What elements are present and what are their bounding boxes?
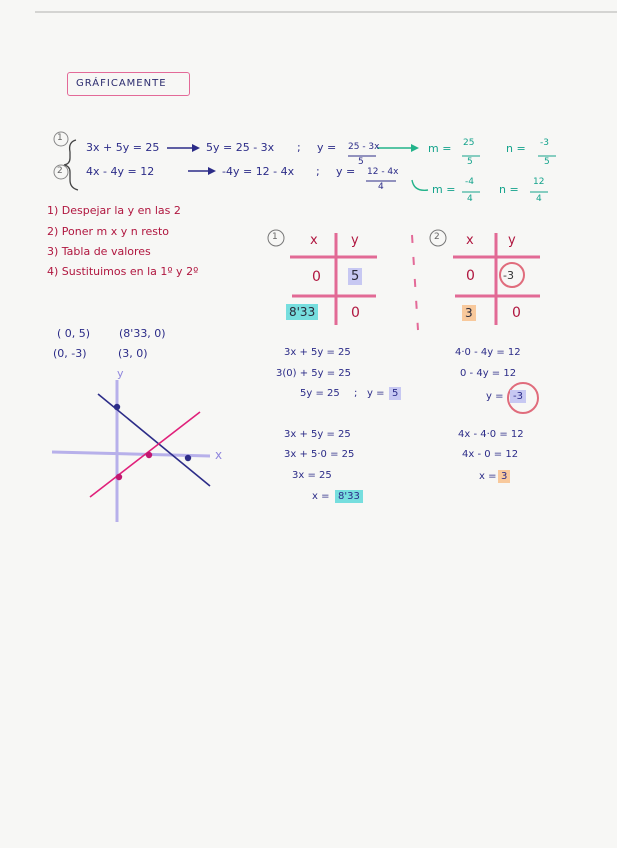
calc1-line-3: 5y = 25 (300, 388, 340, 399)
system-brace (64, 140, 78, 190)
table1-r2-x-value: 8'33 (286, 304, 318, 320)
eq1-y: y = (317, 141, 337, 154)
calc2-line-3: y = (486, 391, 504, 402)
eq1-sep: ; (297, 141, 301, 154)
table2-head-x: x (466, 233, 474, 248)
eq2-text: 4x - 4y = 12 (86, 165, 155, 178)
calc2-line-3-val (510, 392, 526, 402)
table1-r2-y: 0 (351, 305, 360, 321)
eq2-m-num: -4 (465, 177, 474, 187)
graph-point-0-5 (114, 404, 120, 410)
point-1: ( 0, 5) (57, 327, 91, 340)
eq1-text: 3x + 5y = 25 (86, 141, 160, 154)
calc1-line-5: 3x + 5·0 = 25 (284, 449, 355, 460)
calc1-line-2: 3(0) + 5y = 25 (276, 368, 352, 379)
eq1-n-label: n = (506, 142, 526, 155)
calc2-line-2: 0 - 4y = 12 (460, 368, 517, 379)
table1-number: 1 (272, 232, 278, 242)
table1-r1-y (348, 270, 362, 283)
eq2-n-label: n = (499, 183, 519, 196)
table2-head-y: y (508, 233, 516, 248)
graph-x-label: x (215, 448, 223, 462)
calc1-line-3-y: y = (367, 388, 385, 399)
eq2-frac-num: 12 - 4x (367, 167, 399, 177)
arrow-eq1-head (192, 144, 200, 152)
eq2-y: y = (336, 165, 356, 178)
table2-number: 2 (434, 232, 440, 242)
calc1-line-6: 3x = 25 (292, 470, 332, 481)
eq1-frac-num: 25 - 3x (348, 142, 380, 152)
table2-r1-y: -3 (503, 269, 514, 282)
tables-separator (412, 235, 418, 330)
eq1-m-label: m = (428, 142, 452, 155)
eq2-n-den: 4 (536, 194, 542, 204)
table1-head-x: x (310, 233, 318, 248)
calc2-x-result: 3 (498, 470, 510, 483)
title-box (67, 72, 190, 96)
eq2-n-num: 12 (533, 177, 545, 187)
arrow-teal-eq2 (412, 180, 428, 190)
eq-number-2: 2 (57, 166, 63, 176)
calc2-line-6: x = (479, 471, 497, 482)
step-3: 3) Tabla de valores (47, 245, 151, 258)
calc1-line-1: 3x + 5y = 25 (284, 347, 351, 358)
calc1-x-result: 8'33 (335, 490, 363, 503)
calc1-line-4: 3x + 5y = 25 (284, 429, 351, 440)
eq1-frac-den: 5 (358, 157, 364, 167)
table2-r1-x: 0 (466, 268, 475, 284)
arrow-eq2-head (208, 167, 216, 175)
table2-r2-x-value: 3 (462, 305, 476, 321)
eq1-n-num: -3 (540, 138, 549, 148)
eq1-n-den: 5 (544, 157, 550, 167)
step-1: 1) Despejar la y en las 2 (47, 204, 181, 217)
calc2-line-1: 4·0 - 4y = 12 (455, 347, 521, 358)
calc1-line-3-sep: ; (354, 388, 358, 399)
calc2-line-6-val (498, 472, 510, 482)
calc1-line-7: x = (312, 491, 330, 502)
calc1-y-result: 5 (389, 387, 401, 400)
step-4: 4) Sustituimos en la 1º y 2º (47, 265, 199, 278)
eq2-sep: ; (316, 165, 320, 178)
table1-r1-x: 0 (312, 269, 321, 285)
calc2-line-4: 4x - 4·0 = 12 (458, 429, 524, 440)
calc1-line-3-val (389, 389, 401, 399)
arrow-teal-eq1-head (411, 144, 419, 152)
graph-y-label: y (117, 367, 124, 380)
page-title: GRÁFICAMENTE (76, 78, 167, 89)
calc1-line-7-val (335, 492, 363, 502)
eq1-step: 5y = 25 - 3x (206, 141, 275, 154)
eq2-m-den: 4 (467, 194, 473, 204)
eq2-frac-den: 4 (378, 182, 384, 192)
graph-point-3-0 (146, 452, 152, 458)
table1-r2-x (286, 306, 318, 318)
eq-number-1: 1 (57, 133, 63, 143)
table1-head-y: y (351, 233, 359, 248)
eq1-m-den: 5 (467, 157, 473, 167)
point-4: (3, 0) (118, 347, 148, 360)
table2-r2-x (462, 307, 476, 319)
point-2: (8'33, 0) (119, 327, 166, 340)
eq2-m-label: m = (432, 183, 456, 196)
eq1-m-num: 25 (463, 138, 475, 148)
step-2: 2) Poner m x y n resto (47, 225, 170, 238)
table1-r1-y-value: 5 (348, 268, 362, 285)
calc2-line-5: 4x - 0 = 12 (462, 449, 519, 460)
table2-r2-y: 0 (512, 305, 521, 321)
graph-point-0-minus3 (116, 474, 122, 480)
graph-point-8-33-0 (185, 455, 191, 461)
calc2-y-result: -3 (510, 390, 526, 403)
point-3: (0, -3) (53, 347, 87, 360)
eq2-step: -4y = 12 - 4x (222, 165, 295, 178)
